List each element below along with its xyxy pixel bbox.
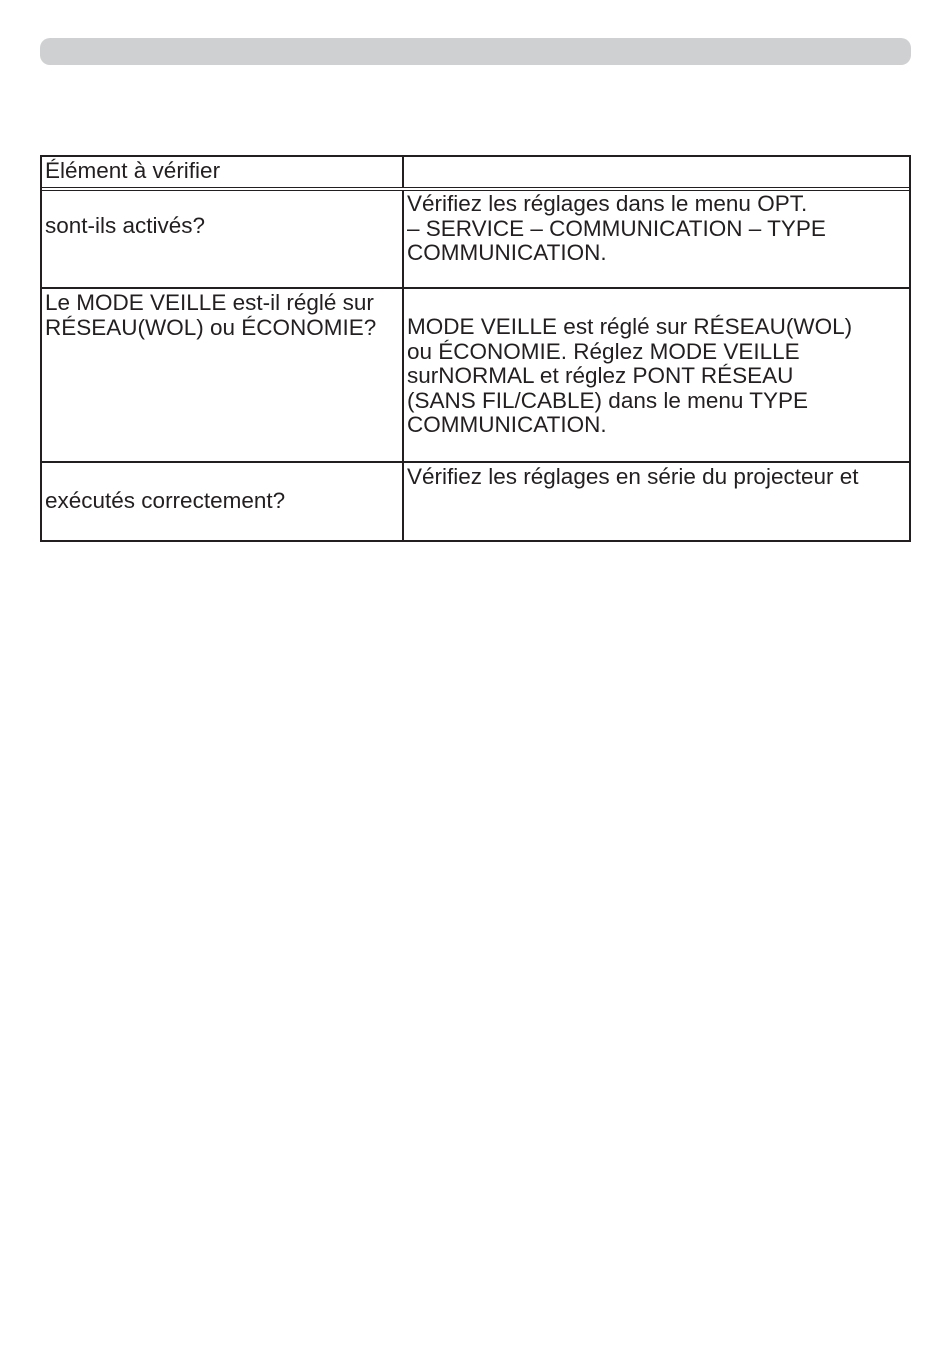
section-header-bar (40, 38, 911, 65)
table-row (42, 187, 909, 287)
item-cell: Le MODE VEILLE est-il réglé sur RÉSEAU(WOL) ou ÉCONOMIE? (42, 289, 404, 461)
item-cell: sont-ils activés? (42, 191, 404, 287)
item-cell: exécutés correctement? (42, 463, 404, 540)
solution-cell: Vérifiez les réglages en série du projecteur et (407, 464, 859, 489)
table-header-row (42, 157, 909, 187)
solution-cell: MODE VEILLE est réglé sur RÉSEAU(WOL) ou ÉCONOMIE. Réglez MODE VEILLE surNORMAL et réglez PONT RÉSEAU (SANS FIL/CABLE) dans le menu TYPE COMMUNICATION. (407, 314, 853, 437)
table-row (42, 287, 909, 461)
solution-cell: Vérifiez les réglages dans le menu OPT. – SERVICE – COMMUNICATION – TYPE COMMUNICATION. (407, 191, 826, 265)
troubleshooting-table (40, 155, 911, 542)
header-item-cell: Élément à vérifier (42, 157, 404, 187)
header-solution-cell (404, 157, 909, 187)
table-row (42, 461, 909, 540)
